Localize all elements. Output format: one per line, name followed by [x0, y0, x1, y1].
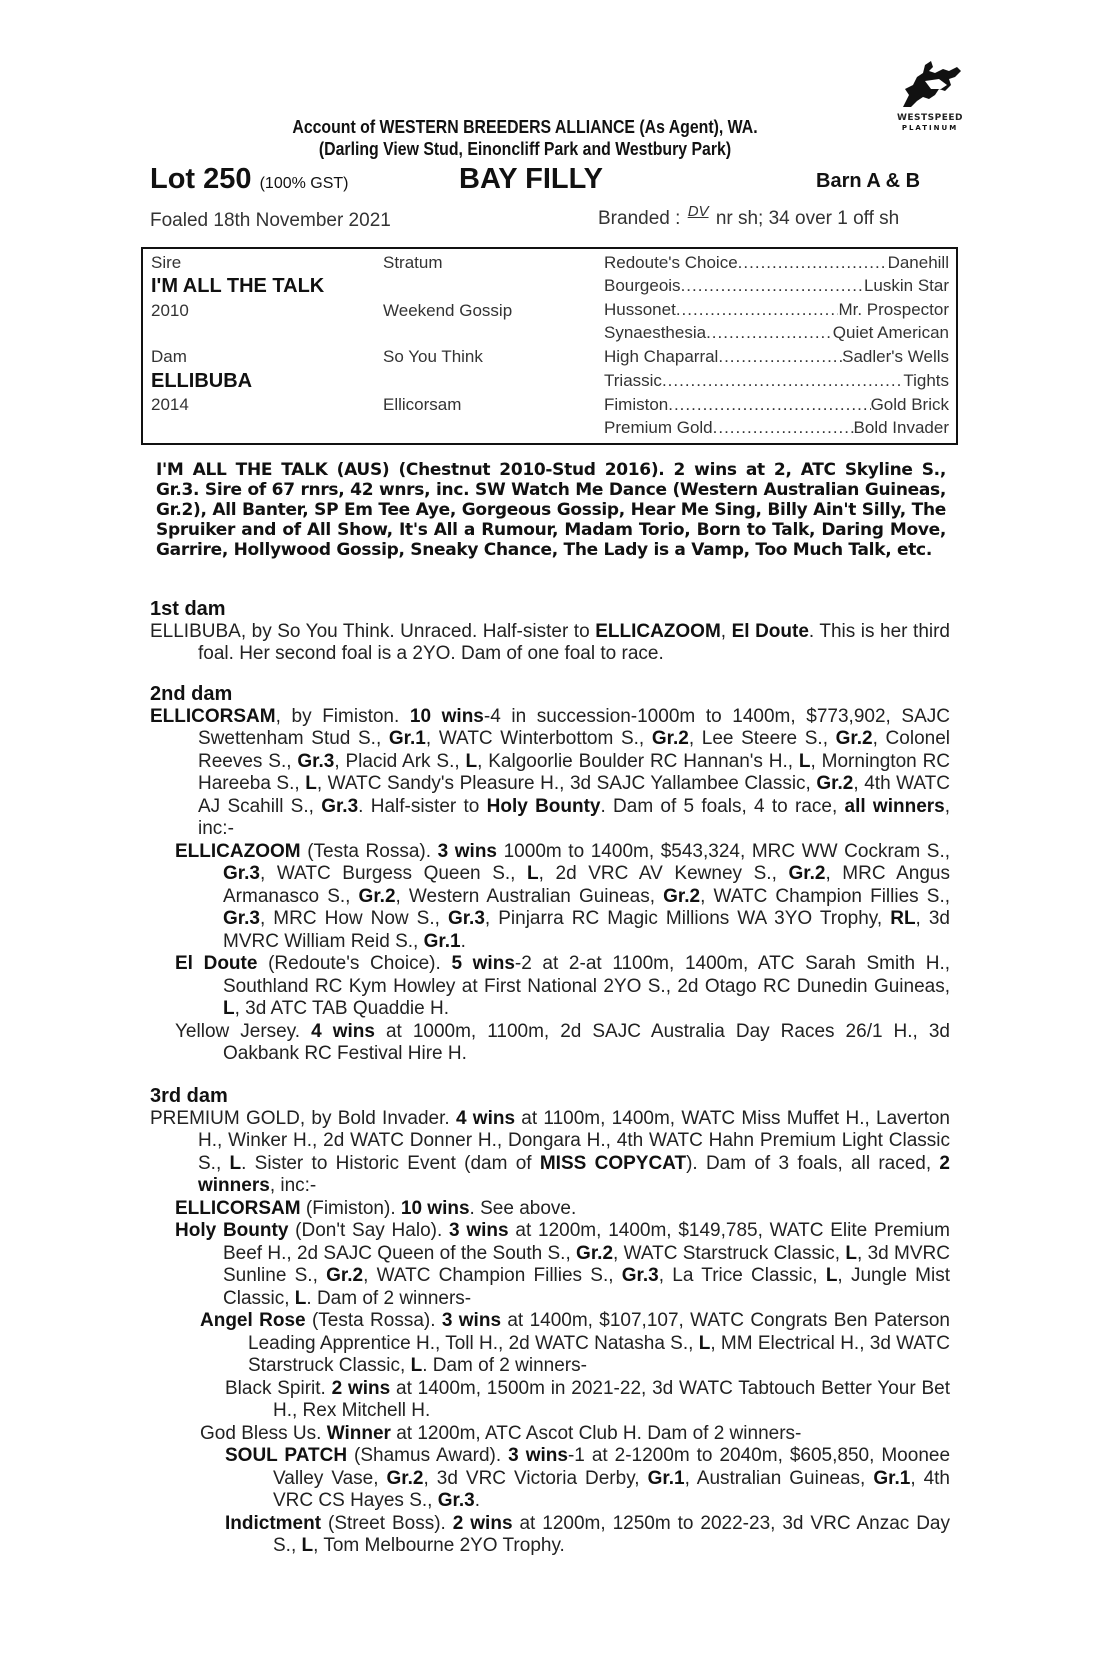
- bold-run: 2 wins: [452, 1512, 513, 1534]
- text-run: at 1400m, 1500m in 2021-22, 3d WATC Tabtouch Better Your Bet H., Rex Mitchell H.: [273, 1377, 951, 1421]
- first-dam-heading: 1st dam: [150, 598, 226, 620]
- bold-run: L: [527, 863, 539, 884]
- bold-run: 5 wins: [451, 953, 515, 974]
- text-run: at 1200m, ATC Ascot Club H. Dam of 2 winners-: [390, 1422, 802, 1444]
- bold-run: Gr.2: [835, 728, 873, 749]
- text-run: .: [460, 930, 466, 952]
- text-run: God Bless Us.: [200, 1422, 327, 1444]
- bold-run: ELLICORSAM: [175, 1197, 301, 1219]
- bold-run: MISS COPYCAT: [539, 1152, 687, 1174]
- bold-run: L: [229, 1152, 242, 1174]
- bold-run: Angel Rose: [200, 1310, 306, 1331]
- bold-run: Gr.2: [651, 728, 689, 749]
- text-run: . Dam of 2 winners-: [422, 1355, 587, 1376]
- text-run: , 3d VRC Victoria Derby,: [423, 1467, 648, 1489]
- barn: Barn A & B: [816, 170, 921, 192]
- text-run: , inc:-: [198, 795, 951, 839]
- dam-sire: So You Think: [383, 347, 483, 366]
- g3-row: High Chaparral ..... Sadler's Wells: [604, 347, 949, 367]
- third-dam-section: [150, 1085, 950, 1558]
- text-run: (Testa Rossa).: [300, 840, 438, 862]
- text-run: , inc:-: [269, 1175, 317, 1196]
- bold-run: Gr.3: [621, 1265, 659, 1286]
- sire-summary: I'M ALL THE TALK (AUS) (Chestnut 2010-Stud 2016). 2 wins at 2, ATC Skyline S., Gr.3. Sire of 67 rnrs, 42 wnrs, inc. SW Watch Me Dance (Western Australian Guineas, Gr.2), All Banter, SP Em Tee Aye, Gorgeous Gossip, Hear Me Sing, Billy Ain't Silly, The Spruiker and of All Show, It's All a Rumour, Madam Torio, Born to Talk, Daring Move, Garrire, Hollywood Gossip, Sneaky Chance, The Lady is a Vamp, Too Much Talk, etc.: [156, 460, 946, 560]
- text-run: , WATC Starstruck Classic,: [613, 1242, 846, 1264]
- g3-row: Fimiston ..... Gold Brick: [604, 395, 949, 415]
- account-header: [195, 116, 855, 160]
- bold-run: Gr.2: [358, 885, 396, 907]
- text-run: , WATC Champion Fillies S.,: [700, 885, 950, 907]
- g3-row: Triassic ..... Tights: [604, 371, 949, 391]
- bold-run: Gr.2: [386, 1467, 424, 1489]
- sire-sire: Stratum: [383, 253, 443, 272]
- bold-run: Gr.2: [816, 773, 854, 794]
- g3-row: Premium Gold ..... Bold Invader: [604, 418, 949, 438]
- progeny-yellow-jersey: [175, 1021, 950, 1066]
- dam-label: Dam: [151, 347, 187, 366]
- text-run: , WATC Burgess Queen S.,: [259, 863, 528, 884]
- text-run: , Jungle Mist Classic,: [223, 1265, 950, 1309]
- dam-year: 2014: [151, 395, 189, 414]
- sire-label: Sire: [151, 253, 182, 272]
- progeny-el-doute: [175, 953, 950, 1021]
- g3-row: Bourgeois ..... Luskin Star: [604, 276, 949, 296]
- text-run: , 3d MVRC Sunline S.,: [223, 1242, 950, 1286]
- g3-row: Synaesthesia ..... Quiet American: [604, 323, 949, 343]
- second-dam-heading: 2nd dam: [150, 683, 233, 705]
- text-run: at 1400m, $107,107, WATC Congrats Ben Paterson Leading Apprentice H., Toll H., 2d WATC Natasha S.,: [248, 1310, 950, 1354]
- sire-name: I'M ALL THE TALK: [151, 275, 325, 297]
- bold-run: 10 wins: [400, 1197, 470, 1219]
- progeny-holy-bounty: [175, 1220, 950, 1310]
- bold-run: L: [223, 998, 235, 1019]
- bold-run: 3 wins: [437, 840, 498, 862]
- bold-run: ELLICORSAM: [150, 705, 276, 727]
- bold-run: L: [798, 750, 811, 772]
- bold-run: Gr.2: [663, 885, 701, 907]
- bold-run: 4 wins: [455, 1107, 516, 1129]
- bold-run: Gr.3: [223, 863, 260, 884]
- bold-run: El Doute: [175, 953, 258, 974]
- text-run: -4 in succession-1000m to 1400m, $773,902, SAJC Swettenham Stud S.,: [198, 705, 950, 749]
- bold-run: Gr.2: [788, 863, 826, 884]
- dam-dam: Ellicorsam: [383, 395, 462, 414]
- text-run: , 3d MVRC William Reid S.,: [223, 908, 950, 952]
- text-run: PREMIUM GOLD, by Bold Invader.: [150, 1107, 456, 1129]
- progeny-black-spirit: [225, 1378, 950, 1423]
- text-run: . See above.: [469, 1197, 577, 1219]
- text-run: , WATC Sandy's Pleasure H., 3d SAJC Yallambee Classic,: [316, 773, 817, 794]
- g3-row: Hussonet ..... Mr. Prospector: [604, 300, 949, 320]
- text-run: , Mornington RC Hareeba S.,: [198, 750, 951, 794]
- text-run: , 4th VRC CS Hayes S.,: [273, 1467, 951, 1511]
- text-run: , 3d ATC TAB Quaddie H.: [234, 998, 449, 1019]
- progeny-indictment: [225, 1513, 950, 1558]
- text-run: Yellow Jersey.: [175, 1020, 312, 1042]
- bold-run: L: [305, 773, 317, 794]
- third-dam-heading: 3rd dam: [150, 1085, 228, 1107]
- bold-run: L: [465, 750, 478, 772]
- text-run: (Fimiston).: [300, 1197, 401, 1219]
- text-run: , WATC Champion Fillies S.,: [363, 1265, 622, 1286]
- text-run: at 1200m, 1250m to 2022-23, 3d VRC Anzac Day S.,: [273, 1512, 950, 1556]
- colour-sex: BAY FILLY: [459, 163, 603, 195]
- first-dam-section: [150, 598, 950, 666]
- bold-run: 3 wins: [449, 1220, 509, 1241]
- bold-run: RL: [890, 908, 916, 929]
- text-run: . Dam of 5 foals, 4 to race,: [600, 795, 845, 817]
- bold-run: Gr.1: [423, 930, 461, 952]
- text-run: -1 at 2-1200m to 2040m, $605,850, Moonee Valley Vase,: [273, 1445, 951, 1489]
- bold-run: 4 wins: [311, 1020, 375, 1042]
- text-run: , Lee Steere S.,: [688, 728, 836, 749]
- bold-run: Gr.1: [647, 1467, 685, 1489]
- logo-name: WESTSPEED: [896, 113, 964, 123]
- bold-run: Gr.2: [576, 1242, 614, 1264]
- second-dam-text: [150, 706, 950, 841]
- westspeed-logo: [895, 55, 965, 135]
- text-run: (Shamus Award).: [347, 1445, 509, 1466]
- bold-run: L: [698, 1332, 711, 1354]
- text-run: (Testa Rossa).: [305, 1310, 442, 1331]
- bold-run: Gr.3: [447, 908, 485, 929]
- lot-row: [150, 163, 950, 197]
- g3-row: Redoute's Choice ..... Danehill: [604, 253, 949, 273]
- bold-run: L: [294, 1287, 307, 1309]
- text-run: , WATC Winterbottom S.,: [425, 728, 652, 749]
- first-dam-text: ELLIBUBA, by So You Think. Unraced. Half-sister to ELLICAZOOM, El Doute. This is her third foal. Her second foal is a 2YO. Dam of one foal to race.: [150, 620, 950, 664]
- text-run: at 1000m, 1100m, 2d SAJC Australia Day Races 26/1 H., 3d Oakbank RC Festival Hire H.: [223, 1020, 950, 1064]
- horse-rider-icon: [895, 55, 965, 111]
- bold-run: Gr.3: [437, 1490, 475, 1511]
- bold-run: Gr.3: [223, 908, 260, 929]
- sire-year: 2010: [151, 301, 189, 320]
- progeny-ellicorsam: [175, 1198, 950, 1221]
- text-run: , Placid Ark S.,: [334, 750, 466, 772]
- text-run: , Pinjarra RC Magic Millions WA 3YO Trophy,: [484, 908, 891, 929]
- text-run: at 1100m, 1400m, WATC Miss Muffet H., Laverton H., Winker H., 2d WATC Donner H., Dongara H., 4th WATC Hahn Premium Light Classic S.,: [198, 1107, 950, 1174]
- text-run: .: [474, 1490, 480, 1511]
- progeny-god-bless-us: [200, 1423, 950, 1446]
- text-run: , by Fimiston.: [275, 705, 410, 727]
- text-run: (Street Boss).: [321, 1512, 453, 1534]
- bold-run: 2 wins: [331, 1377, 391, 1399]
- bold-run: Gr.2: [326, 1265, 364, 1286]
- bold-run: Gr.1: [388, 728, 426, 749]
- text-run: , 4th WATC AJ Scahill S.,: [198, 773, 951, 817]
- bold-run: L: [410, 1355, 423, 1376]
- branded-line: [598, 203, 900, 230]
- text-run: , La Trice Classic,: [658, 1265, 826, 1286]
- text-run: -2 at 2-at 1100m, 1400m, ATC Sarah Smith H., Southland RC Kym Howley at First National 2YO S., 2d Otago RC Dunedin Guineas,: [223, 953, 951, 997]
- foaled-date: Foaled 18th November 2021: [150, 210, 391, 231]
- bold-run: 3 wins: [508, 1445, 568, 1466]
- bold-run: Winner: [326, 1422, 391, 1444]
- text-run: Black Spirit.: [225, 1377, 332, 1399]
- text-run: , Tom Melbourne 2YO Trophy.: [313, 1535, 565, 1556]
- text-run: 1000m to 1400m, $543,324, MRC WW Cockram S.,: [497, 840, 951, 862]
- lot-number-line: [150, 163, 349, 196]
- text-run: , Kalgoorlie Boulder RC Hannan's H.,: [477, 750, 799, 772]
- bold-run: 10 wins: [409, 705, 484, 727]
- bold-run: L: [301, 1535, 314, 1556]
- bold-run: Gr.3: [297, 750, 335, 772]
- brand-detail: nr sh; 34 over 1 off sh: [715, 208, 900, 229]
- bold-run: 3 wins: [441, 1310, 502, 1331]
- bold-run: L: [825, 1265, 838, 1286]
- text-run: , Western Australian Guineas,: [395, 885, 664, 907]
- third-dam-text: [150, 1108, 950, 1198]
- text-run: , Australian Guineas,: [684, 1467, 874, 1489]
- text-run: , 2d VRC AV Kewney S.,: [538, 863, 789, 884]
- text-run: , MRC Angus Armanasco S.,: [223, 863, 950, 907]
- text-run: at 1200m, 1400m, $149,785, WATC Elite Premium Beef H., 2d SAJC Queen of the South S.,: [223, 1220, 951, 1264]
- dam-name: ELLIBUBA: [151, 370, 253, 392]
- bold-run: all winners: [844, 795, 945, 817]
- text-run: (Don't Say Halo).: [288, 1220, 450, 1241]
- text-run: . Half-sister to: [358, 795, 487, 817]
- text-run: , MM Electrical H., 3d WATC Starstruck Classic,: [248, 1332, 951, 1376]
- brand-mark: DV: [687, 203, 709, 220]
- text-run: . Dam of 2 winners-: [306, 1287, 472, 1309]
- bold-run: 2 winners: [198, 1152, 950, 1196]
- bold-run: ELLICAZOOM: [175, 840, 301, 862]
- account-line-2: (Darling View Stud, Einoncliff Park and Westbury Park): [318, 139, 732, 159]
- progeny-soul-patch: [225, 1445, 950, 1513]
- branded-label: Branded :: [598, 208, 681, 229]
- lot-number: Lot 250: [150, 163, 252, 195]
- text-run: , Colonel Reeves S.,: [198, 728, 950, 772]
- second-dam-section: [150, 683, 950, 1066]
- bold-run: Gr.1: [873, 1467, 911, 1489]
- gst-note: (100% GST): [259, 175, 349, 192]
- pedigree-table: [141, 247, 958, 445]
- bold-run: L: [845, 1242, 858, 1264]
- bold-run: Gr.3: [321, 795, 359, 817]
- text-run: . Sister to Historic Event (dam of: [241, 1152, 540, 1174]
- text-run: , MRC How Now S.,: [259, 908, 448, 929]
- bold-run: Holy Bounty: [486, 795, 601, 817]
- progeny-angel-rose: [200, 1310, 950, 1378]
- progeny-ellicazoom: [175, 841, 950, 954]
- sire-dam: Weekend Gossip: [383, 301, 513, 320]
- bold-run: SOUL PATCH: [225, 1445, 348, 1466]
- bold-run: Holy Bounty: [175, 1220, 289, 1241]
- text-run: ). Dam of 3 foals, all raced,: [686, 1152, 940, 1174]
- account-line-1: Account of WESTERN BREEDERS ALLIANCE (As Agent), WA.: [292, 117, 758, 137]
- bold-run: Indictment: [225, 1512, 322, 1534]
- logo-sub: PLATINUM: [901, 124, 959, 132]
- text-run: (Redoute's Choice).: [257, 953, 452, 974]
